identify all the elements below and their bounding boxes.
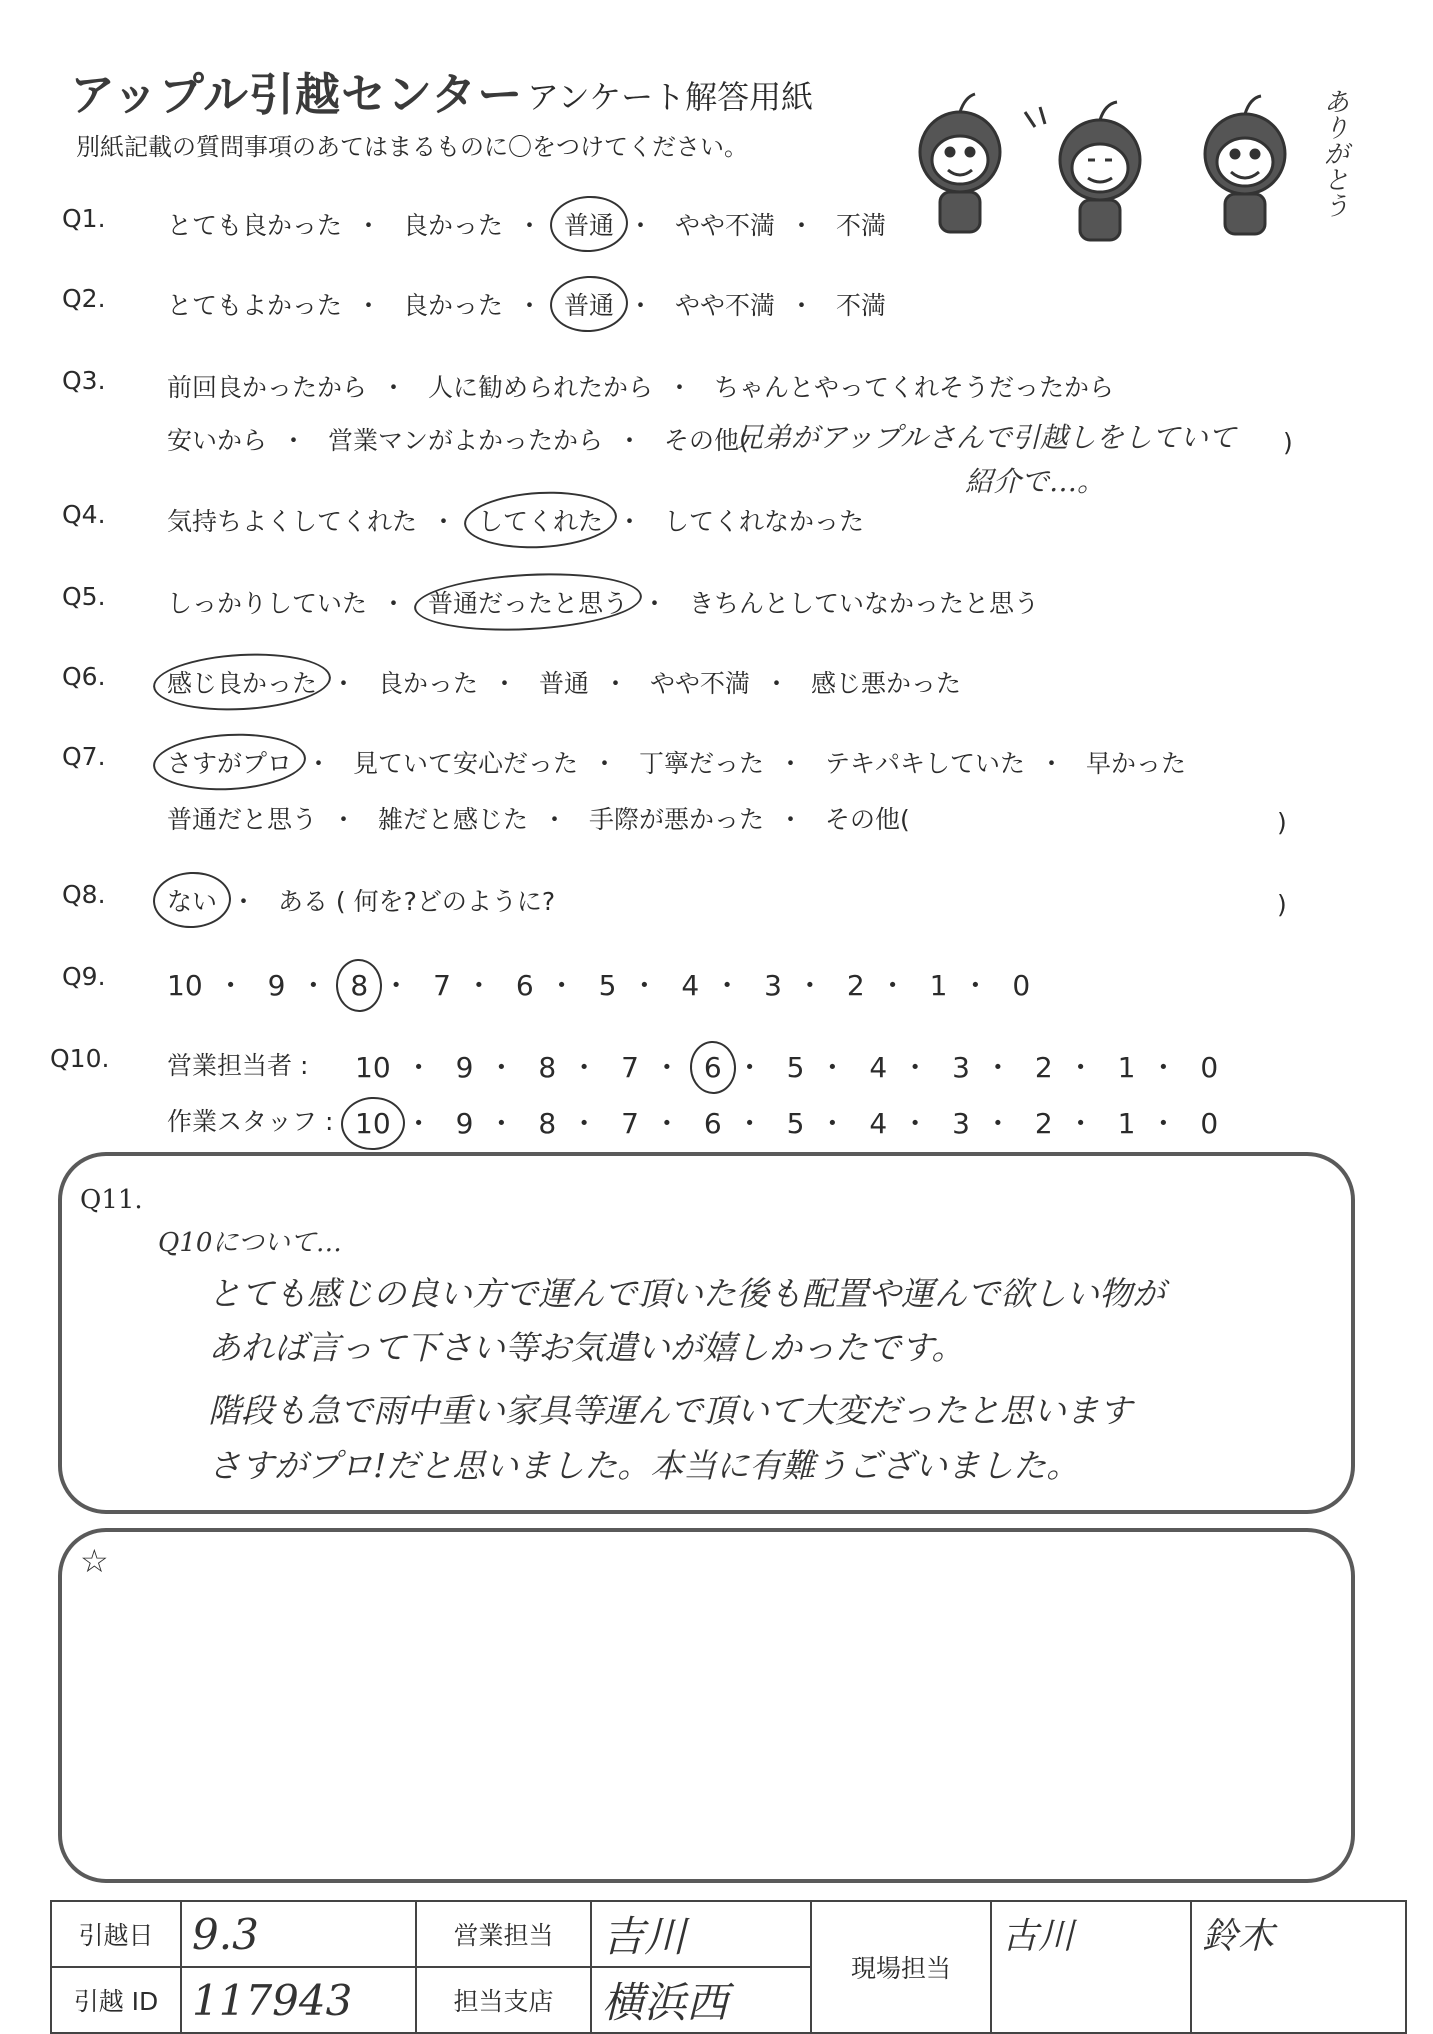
q8-options: ない ・ ある ( 何を?どのように? bbox=[167, 882, 555, 918]
q10-staff-score[interactable]: 2 bbox=[1034, 1107, 1053, 1140]
q5-option[interactable]: しっかりしていた bbox=[167, 589, 368, 618]
q10-staff-score[interactable]: 3 bbox=[952, 1107, 970, 1140]
q10-staff-score-selected[interactable]: 10 bbox=[355, 1107, 391, 1140]
q2-option[interactable]: 良かった bbox=[402, 291, 503, 320]
q9-score[interactable]: 4 bbox=[681, 969, 700, 1002]
q10-staff-label: 作業スタッフ : bbox=[167, 1107, 334, 1136]
q11-comment-line: 階段も急で雨中重い家具等運んで頂いて大変だったと思います bbox=[208, 1391, 1132, 1430]
q7-options-line2: 普通だと思う ・ 雑だと感じた ・ 手際が悪かった ・ その他( bbox=[167, 805, 910, 834]
q2-label: Q2. bbox=[62, 284, 106, 313]
q9-score[interactable]: 1 bbox=[929, 969, 948, 1002]
q3-other-text-2: 紹介で…。 bbox=[965, 465, 1106, 498]
q8-label: Q8. bbox=[62, 880, 106, 909]
q9-score[interactable]: 3 bbox=[764, 969, 782, 1002]
q11-comment-line: とても感じの良い方で運んで頂いた後も配置や運んで欲しい物が bbox=[208, 1274, 1165, 1313]
q10-staff-score[interactable]: 5 bbox=[786, 1107, 805, 1140]
q7-option-selected[interactable]: さすがプロ bbox=[167, 744, 292, 780]
q8-option-selected[interactable]: ない bbox=[167, 882, 217, 918]
q1-option[interactable]: 良かった bbox=[402, 211, 503, 240]
q3-option-other[interactable]: その他( bbox=[663, 426, 749, 455]
q9-score[interactable]: 10 bbox=[167, 969, 203, 1002]
branch-label: 担当支店 bbox=[416, 1967, 591, 2033]
star-comment-box[interactable] bbox=[58, 1528, 1355, 1883]
q10-sales-score[interactable]: 2 bbox=[1034, 1051, 1053, 1084]
q5-label: Q5. bbox=[62, 582, 106, 611]
q4-option-selected[interactable]: してくれた bbox=[478, 502, 603, 538]
q10-sales-score[interactable]: 7 bbox=[621, 1051, 639, 1084]
q3-option[interactable]: ちゃんとやってくれそうだったから bbox=[713, 373, 1114, 402]
q7-option[interactable]: 見ていて安心だった bbox=[352, 749, 578, 778]
q10-sales-score[interactable]: 10 bbox=[355, 1051, 391, 1084]
q8-close-paren: ) bbox=[1277, 890, 1287, 919]
q10-staff-score[interactable]: 8 bbox=[538, 1107, 557, 1140]
moving-id-label: 引越 ID bbox=[51, 1967, 181, 2033]
moving-date-value[interactable]: 9.3 bbox=[181, 1901, 416, 1967]
footer-info-table bbox=[50, 1900, 1407, 2034]
q10-sales-score[interactable]: 3 bbox=[952, 1051, 970, 1084]
q4-option[interactable]: してくれなかった bbox=[663, 507, 864, 536]
q5-option-selected[interactable]: 普通だったと思う bbox=[428, 584, 628, 620]
q3-close-paren: ) bbox=[1283, 428, 1293, 457]
q5-options: しっかりしていた ・ 普通だったと思う ・ きちんとしていなかったと思う bbox=[167, 584, 1039, 620]
q10-staff-score[interactable]: 6 bbox=[703, 1107, 722, 1140]
q10-sales-score[interactable]: 1 bbox=[1117, 1051, 1136, 1084]
q6-option[interactable]: やや不満 bbox=[649, 669, 750, 698]
q10-staff-scale: 10 ・ 9 ・ 8 ・ 7 ・ 6 ・ 5 ・ 4 ・ 3 ・ 2 ・ 1 ・ 0 bbox=[355, 1107, 1219, 1140]
q1-option-selected[interactable]: 普通 bbox=[564, 206, 614, 242]
site-staff-1-value[interactable]: 古川 bbox=[991, 1901, 1191, 2033]
q9-scale: 10 ・ 9 ・ 8 ・ 7 ・ 6 ・ 5 ・ 4 ・ 3 ・ 2 ・ 1 ・ 0 bbox=[167, 969, 1031, 1002]
q5-option[interactable]: きちんとしていなかったと思う bbox=[688, 589, 1039, 618]
q10-staff-score[interactable]: 9 bbox=[455, 1107, 474, 1140]
q10-sales-score[interactable]: 8 bbox=[538, 1051, 557, 1084]
q7-option[interactable]: 雑だと感じた bbox=[377, 805, 528, 834]
q9-score[interactable]: 0 bbox=[1012, 969, 1031, 1002]
q3-options-line2: 安いから ・ 営業マンがよかったから ・ その他( bbox=[167, 426, 749, 455]
q7-close-paren: ) bbox=[1277, 808, 1287, 837]
q8-option[interactable]: ある ( 何を?どのように? bbox=[277, 887, 556, 916]
site-staff-label: 現場担当 bbox=[811, 1901, 991, 2033]
q1-label: Q1. bbox=[62, 204, 106, 233]
q7-option[interactable]: 丁寧だった bbox=[638, 749, 764, 778]
q1-option[interactable]: 不満 bbox=[835, 211, 886, 240]
q3-option[interactable]: 安いから bbox=[167, 426, 268, 455]
q6-option[interactable]: 良かった bbox=[377, 669, 478, 698]
q4-options: 気持ちよくしてくれた ・ してくれた ・ してくれなかった bbox=[167, 502, 864, 538]
q9-label: Q9. bbox=[62, 962, 106, 991]
q4-label: Q4. bbox=[62, 500, 106, 529]
q7-option-other[interactable]: その他( bbox=[824, 805, 910, 834]
q3-options-line1: 前回良かったから ・ 人に勧められたから ・ ちゃんとやってくれそうだったから bbox=[167, 373, 1114, 402]
instruction-text: 別紙記載の質問事項のあてはまるものに〇をつけてください。 bbox=[76, 133, 748, 161]
q7-option[interactable]: 普通だと思う bbox=[167, 805, 318, 834]
q9-score[interactable]: 9 bbox=[267, 969, 286, 1002]
q11-comment-line: あれば言って下さい等お気遣いが嬉しかったです。 bbox=[208, 1328, 965, 1367]
q9-score[interactable]: 7 bbox=[433, 969, 451, 1002]
q10-sales-score[interactable]: 0 bbox=[1200, 1051, 1219, 1084]
monkey-mascots-icon bbox=[905, 82, 1335, 247]
q1-options: とても良かった ・ 良かった ・ 普通 ・ やや不満 ・ 不満 bbox=[167, 206, 886, 242]
q7-options-line1: さすがプロ ・ 見ていて安心だった ・ 丁寧だった ・ テキパキしていた ・ 早かった bbox=[167, 744, 1186, 780]
q10-label: Q10. bbox=[50, 1044, 110, 1073]
q6-options: 感じ良かった ・ 良かった ・ 普通 ・ やや不満 ・ 感じ悪かった bbox=[167, 664, 961, 700]
site-staff-2-value[interactable]: 鈴木 bbox=[1191, 1901, 1406, 2033]
q3-other-text-1: 兄弟がアップルさんで引越しをしていて bbox=[735, 421, 1236, 454]
q10-sales-score[interactable]: 5 bbox=[786, 1051, 805, 1084]
q3-label: Q3. bbox=[62, 366, 106, 395]
q9-score-selected[interactable]: 8 bbox=[350, 969, 369, 1002]
q3-option[interactable]: 前回良かったから bbox=[167, 373, 368, 402]
q11-comment-line: さすがプロ!だと思いました。本当に有難うございました。 bbox=[208, 1446, 1080, 1485]
q9-score[interactable]: 6 bbox=[515, 969, 534, 1002]
q10-sales-scale: 10 ・ 9 ・ 8 ・ 7 ・ 6 ・ 5 ・ 4 ・ 3 ・ 2 ・ 1 ・ 0 bbox=[355, 1051, 1219, 1084]
q2-option[interactable]: やや不満 bbox=[674, 291, 775, 320]
branch-value[interactable]: 横浜西 bbox=[591, 1967, 811, 2033]
q6-option[interactable]: 感じ悪かった bbox=[810, 669, 961, 698]
q2-option-selected[interactable]: 普通 bbox=[564, 286, 614, 322]
q11-label: Q11. bbox=[80, 1185, 143, 1215]
mascot-caption: ありがとう bbox=[1319, 88, 1349, 218]
q10-sales-score[interactable]: 9 bbox=[455, 1051, 474, 1084]
q2-option[interactable]: とてもよかった bbox=[167, 291, 343, 320]
q4-option[interactable]: 気持ちよくしてくれた bbox=[167, 507, 418, 536]
star-icon: ☆ bbox=[80, 1542, 109, 1580]
q6-option[interactable]: 普通 bbox=[538, 669, 589, 698]
sales-rep-value[interactable]: 吉川 bbox=[591, 1901, 811, 1967]
q10-sales-score-selected[interactable]: 6 bbox=[703, 1051, 722, 1084]
q10-sales-score[interactable]: 4 bbox=[869, 1051, 888, 1084]
q7-label: Q7. bbox=[62, 742, 106, 771]
q10-staff-score[interactable]: 1 bbox=[1117, 1107, 1136, 1140]
moving-date-label: 引越日 bbox=[51, 1901, 181, 1967]
moving-id-value[interactable]: 117943 bbox=[181, 1967, 416, 2033]
q2-options: とてもよかった ・ 良かった ・ 普通 ・ やや不満 ・ 不満 bbox=[167, 286, 886, 322]
form-title: アンケート解答用紙 bbox=[527, 78, 814, 116]
q3-option[interactable]: 営業マンがよかったから bbox=[327, 426, 603, 455]
q10-staff-score[interactable]: 7 bbox=[621, 1107, 639, 1140]
sales-rep-label: 営業担当 bbox=[416, 1901, 591, 1967]
q3-option[interactable]: 人に勧められたから bbox=[427, 373, 653, 402]
q9-score[interactable]: 5 bbox=[598, 969, 617, 1002]
q2-option[interactable]: 不満 bbox=[835, 291, 886, 320]
q10-staff-score[interactable]: 4 bbox=[869, 1107, 888, 1140]
q6-label: Q6. bbox=[62, 662, 106, 691]
q9-score[interactable]: 2 bbox=[846, 969, 865, 1002]
q10-sales-label: 営業担当者 : bbox=[167, 1051, 309, 1080]
q1-option[interactable]: とても良かった bbox=[167, 211, 343, 240]
q11-comment-line: Q10について… bbox=[158, 1228, 342, 1258]
q10-staff-score[interactable]: 0 bbox=[1200, 1107, 1219, 1140]
q6-option-selected[interactable]: 感じ良かった bbox=[167, 664, 317, 700]
q7-option[interactable]: 手際が悪かった bbox=[588, 805, 764, 834]
q7-option[interactable]: テキパキしていた bbox=[824, 749, 1025, 778]
company-name: アップル引越センター bbox=[70, 68, 524, 121]
q1-option[interactable]: やや不満 bbox=[674, 211, 775, 240]
q7-option[interactable]: 早かった bbox=[1085, 749, 1186, 778]
